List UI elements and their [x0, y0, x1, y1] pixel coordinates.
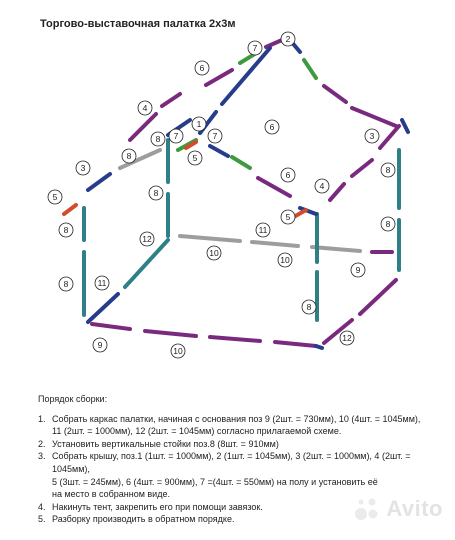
position-number: 4 [319, 181, 325, 191]
instruction-step-text: Собрать крышу, поз.1 (1шт. = 1000мм), 2 (1шт. = 1045мм), 3 (2шт. = 1000мм), 4 (2шт. = 1045мм), [52, 451, 411, 474]
position-number: 10 [209, 248, 219, 258]
position-label [256, 223, 270, 237]
position-number: 5 [52, 192, 58, 202]
frame-tube [88, 174, 110, 190]
position-label [95, 276, 109, 290]
position-number: 7 [212, 131, 218, 141]
frame-tube [304, 60, 316, 78]
position-label [381, 217, 395, 231]
frame-tube [162, 94, 180, 106]
instruction-step-number: 5. [38, 514, 46, 525]
position-number: 8 [153, 188, 159, 198]
instruction-step-number: 4. [38, 501, 46, 512]
instruction-step-number: 2. [38, 438, 46, 449]
frame-tube [312, 247, 360, 251]
position-number: 4 [142, 103, 148, 113]
frame-tube [266, 40, 282, 47]
position-number: 10 [173, 346, 183, 356]
position-number: 8 [385, 165, 391, 175]
frame-tube [210, 337, 260, 341]
position-label [192, 117, 206, 131]
position-label [278, 253, 292, 267]
position-label [302, 300, 316, 314]
position-number: 5 [285, 212, 291, 222]
frame-tube [145, 331, 196, 336]
instruction-step-text: 5 (3шт. = 245мм), 6 (4шт. = 900мм), 7 =(4шт. = 550мм) на полу и установить её [52, 476, 378, 487]
position-number: 7 [173, 131, 179, 141]
position-label [381, 163, 395, 177]
position-number: 8 [385, 219, 391, 229]
frame-tube [402, 120, 408, 132]
frame-tube [360, 280, 396, 314]
position-label [340, 331, 354, 345]
position-number: 9 [97, 340, 103, 350]
position-label [122, 149, 136, 163]
position-label [265, 120, 279, 134]
position-label [48, 190, 62, 204]
position-label [281, 32, 295, 46]
position-number: 8 [63, 225, 69, 235]
instruction-step-text: Установить вертикальные стойки поз.8 (8шт. = 910мм) [52, 438, 279, 449]
position-label [208, 129, 222, 143]
frame-tube [330, 184, 344, 200]
instructions-heading: Порядок сборки: [38, 394, 108, 404]
position-label [248, 41, 262, 55]
frame-tube [252, 242, 298, 246]
frame-tube [64, 205, 76, 214]
position-number: 6 [285, 170, 291, 180]
instruction-step-number: 3. [38, 451, 46, 462]
frame-tube [92, 324, 130, 329]
position-number: 8 [306, 302, 312, 312]
position-number: 7 [252, 43, 258, 53]
position-label [195, 61, 209, 75]
instruction-step-number: 1. [38, 413, 46, 424]
position-number: 8 [63, 279, 69, 289]
instruction-step-text: Собрать каркас палатки, начиная с основания поз 9 (2шт. = 730мм), 10 (4шт. = 1045мм), [52, 413, 421, 424]
instruction-step-text: 11 (2шт. = 1000мм), 12 (2шт. = 1045мм) согласно прилагаемой схеме. [52, 426, 342, 437]
position-number: 8 [126, 151, 132, 161]
frame-tube [352, 108, 396, 126]
instruction-step [38, 438, 448, 451]
frame-tube [88, 294, 118, 322]
position-label [138, 101, 152, 115]
position-number: 5 [192, 153, 198, 163]
position-label [281, 210, 295, 224]
position-label [76, 161, 90, 175]
position-label [188, 151, 202, 165]
position-label [169, 129, 183, 143]
instruction-step-text: на место в собранном виде. [52, 489, 170, 500]
position-number: 11 [258, 225, 268, 235]
frame-tube [352, 160, 372, 176]
watermark [352, 494, 443, 524]
frame-tube [180, 236, 240, 241]
position-label [351, 263, 365, 277]
position-label [140, 232, 154, 246]
position-label [149, 186, 163, 200]
position-label [59, 277, 73, 291]
position-label [365, 129, 379, 143]
frame-tube [380, 126, 399, 148]
instruction-step-text: Разборку производить в обратном порядке. [52, 514, 235, 525]
position-number: 6 [269, 122, 275, 132]
position-label [93, 338, 107, 352]
page-title: Торгово-выставочная палатка 2х3м [40, 18, 236, 30]
position-number: 10 [280, 255, 290, 265]
position-number: 9 [355, 265, 361, 275]
position-number: 12 [342, 333, 352, 343]
frame-tube [275, 342, 316, 346]
position-number: 1 [196, 119, 202, 129]
position-number: 8 [155, 134, 161, 144]
frame-tube [316, 346, 322, 348]
position-number: 3 [369, 131, 375, 141]
position-number: 3 [80, 163, 86, 173]
frame-tube [324, 86, 346, 102]
frame-tube [125, 240, 168, 287]
frame-tube [232, 157, 250, 168]
frame-tube [222, 48, 270, 104]
position-number: 11 [97, 278, 107, 288]
instruction-step [38, 413, 448, 438]
position-number: 2 [285, 34, 291, 44]
position-label [171, 344, 185, 358]
position-label [59, 223, 73, 237]
frame-tube [206, 70, 232, 85]
watermark-text: Avito [386, 496, 443, 521]
position-label [281, 168, 295, 182]
frame-tube [210, 146, 228, 156]
instruction-step-text: Накинуть тент, закрепить его при помощи завязок. [52, 501, 263, 512]
position-number: 12 [142, 234, 152, 244]
position-number: 6 [199, 63, 205, 73]
position-label [151, 132, 165, 146]
position-label [315, 179, 329, 193]
avito-logo-icon [352, 494, 382, 524]
position-label [207, 246, 221, 260]
